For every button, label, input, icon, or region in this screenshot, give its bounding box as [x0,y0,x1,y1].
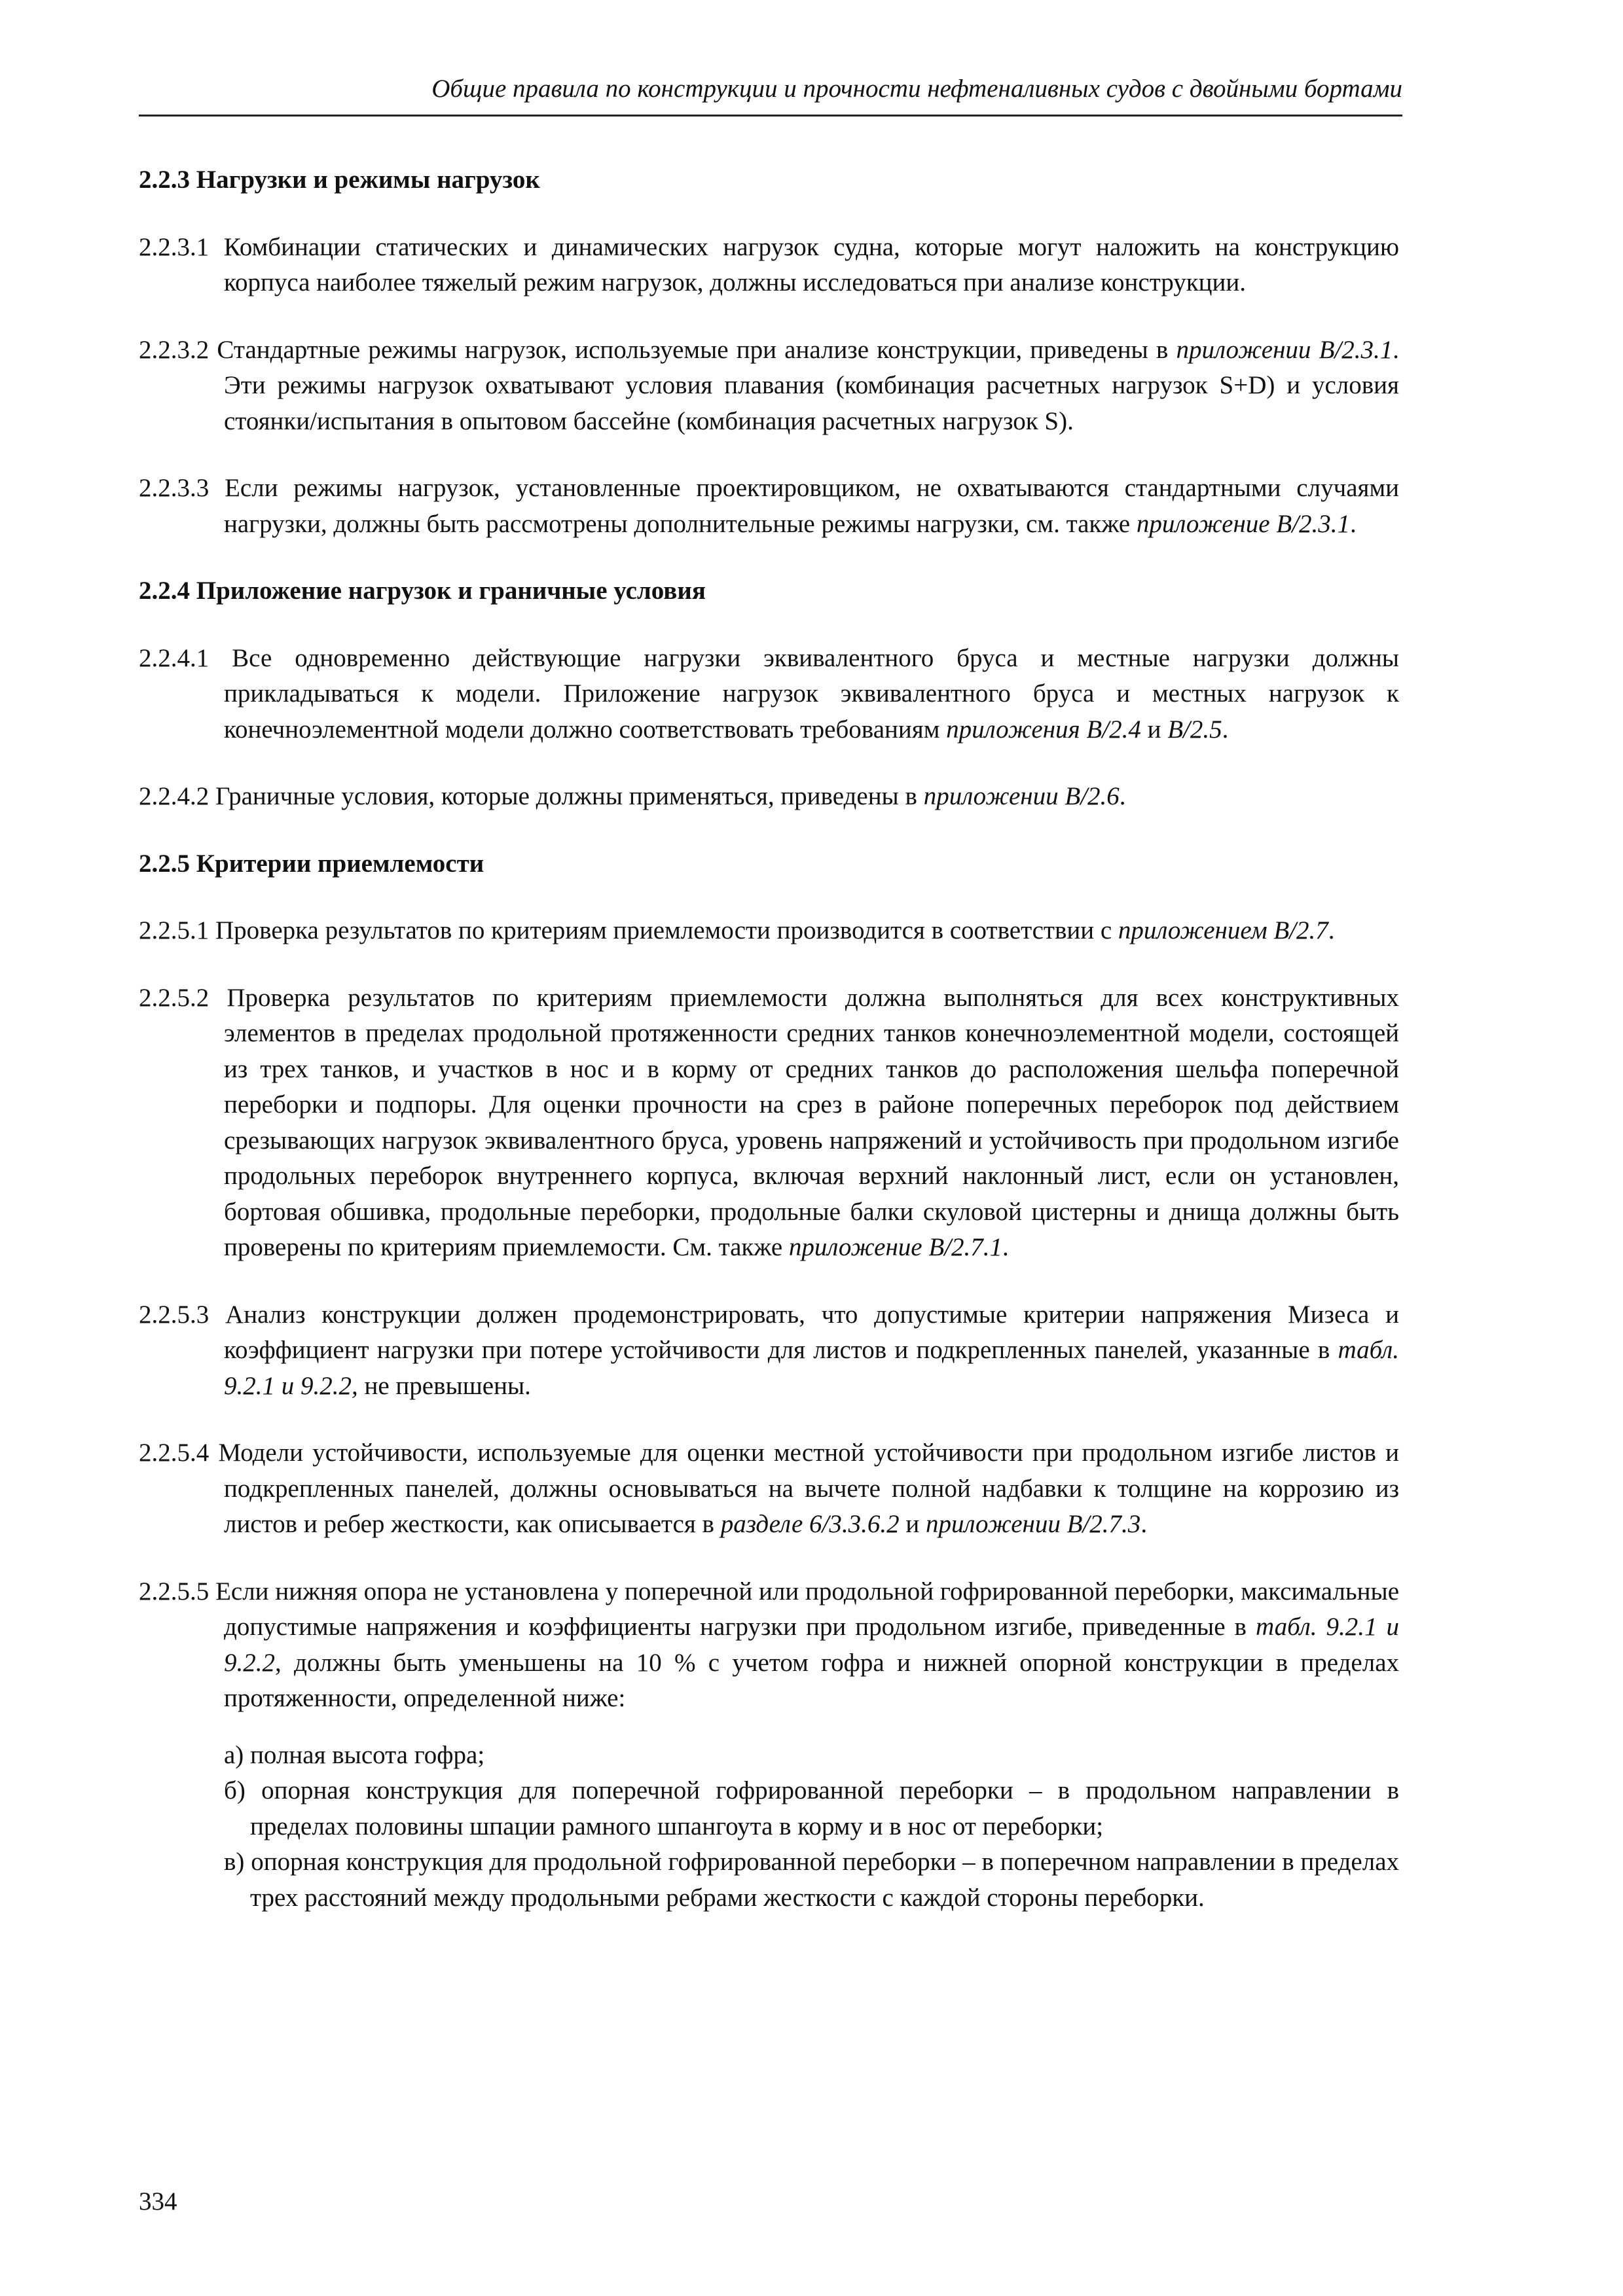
list-item [224,1773,1399,1844]
paragraph-text: Анализ конструкции должен продемонстрировать, что допустимые критерии напряжения Мизеса и коэффициент нагрузки при потере устойчивости для листов и подкрепленных панелей, указанные в [224,1300,1399,1364]
paragraph-text: Комбинации статических и динамических нагрузок судна, которые могут наложить на конструкцию корпуса наиболее тяжелый режим нагрузок, должны исследоваться при анализе конструкции. [223,232,1400,296]
paragraph-number: 2.2.3.1 [139,232,210,261]
section-heading-2-2-5: 2.2.5 Критерии приемлемости [139,849,484,878]
list-marker: б) [224,1776,246,1804]
paragraph-2-2-4-2 [139,779,1399,815]
cross-reference: табл. 9.2.1 и 9.2.2 [224,1613,1399,1677]
paragraph-2-2-5-1 [139,913,1399,949]
paragraph-text: Модели устойчивости, используемые для оценки местной устойчивости при продольном изгибе листов и подкрепленных панелей, должны основываться на вычете полной надбавки к толщине на коррозию из листов и ребер жесткости, как описывается в [218,1439,1400,1538]
paragraph-text: . [1222,715,1229,744]
paragraph-2-2-3-2 [139,332,1399,440]
paragraph-text: . [1328,916,1335,944]
list-item-text: полная высота гофра; [250,1740,485,1769]
paragraph-number: 2.2.4.2 [139,782,210,810]
cross-reference: приложении B/2.3.1 [1176,335,1393,364]
cross-reference: разделе 6/3.3.6.2 [720,1510,900,1538]
paragraph-number: 2.2.3.3 [139,474,210,502]
header-rule [139,115,1402,117]
list-item [224,1738,1399,1774]
paragraph-text: , должны быть уменьшены на 10 % с учетом гофра и нижней опорной конструкции в пределах протяженности, определенной ниже: [224,1648,1399,1712]
list-item [224,1844,1399,1916]
paragraph-number: 2.2.5.1 [139,916,210,944]
paragraph-text: Проверка результатов по критериям приемлемости должна выполняться для всех конструктивных элементов в пределах продольной протяженности средних танков конечноэлементной модели, состоящей из трех танков, и участков в нос и в корму от средних танков до расположения шельфа поперечной переборки и подпоры. Для оценки прочности на срез в районе поперечных переборок под действием срезывающих нагрузок эквивалентного бруса, уровень напряжений и устойчивость при продольном изгибе продольных переборок внутреннего корпуса, включая верхний наклонный лист, если он установлен, бортовая обшивка, продольные переборки, продольные балки скуловой цистерны и днища должны быть проверены по критериям приемлемости. См. также [224,983,1399,1261]
cross-reference: приложением B/2.7 [1118,916,1328,944]
cross-reference: B/2.5 [1167,715,1222,744]
paragraph-number: 2.2.5.3 [139,1300,210,1329]
paragraph-text: и [1140,715,1168,744]
paragraph-number: 2.2.3.2 [139,335,210,364]
paragraph-2-2-3-3 [139,471,1399,542]
paragraph-2-2-4-1 [139,641,1399,748]
paragraph-2-2-5-4 [139,1435,1399,1543]
paragraph-text: Если режимы нагрузок, установленные проектировщиком, не охватываются стандартными случаями нагрузки, должны быть рассмотрены дополнительные режимы нагрузки, см. также [224,474,1399,538]
document-body [139,162,1399,1916]
paragraph-text: . [1002,1233,1009,1261]
cross-reference: приложения B/2.4 [946,715,1141,744]
list-item-text: опорная конструкция для продольной гофрированной переборки – в поперечном направлении в пределах трех расстояний между продольными ребрами жесткости с каждой стороны переборки. [250,1848,1400,1912]
paragraph-2-2-5-3 [139,1297,1399,1405]
paragraph-text: Стандартные режимы нагрузок, используемые при анализе конструкции, приведены в [217,335,1176,364]
enumerated-list [224,1738,1399,1916]
paragraph-text: не превышены. [357,1371,531,1400]
paragraph-number: 2.2.5.5 [139,1577,210,1605]
paragraph-number: 2.2.5.2 [139,983,210,1012]
cross-reference: приложение B/2.7.1 [788,1233,1003,1261]
paragraph-text: Проверка результатов по критериям приемлемости производится в соответствии с [215,916,1118,944]
list-marker: а) [224,1740,244,1769]
running-header: Общие правила по конструкции и прочности нефтеналивных судов с двойными бортами [431,75,1402,103]
cross-reference: приложении B/2.6 [923,782,1120,810]
paragraph-2-2-5-5 [139,1574,1399,1717]
paragraph-text: . [1119,782,1126,810]
cross-reference: приложении B/2.7.3 [925,1510,1141,1538]
paragraph-text: Все одновременно действующие нагрузки эквивалентного бруса и местные нагрузки должны прикладываться к модели. Приложение нагрузок эквивалентного бруса и местных нагрузок к конечноэлементной модели должно соответствовать требованиям [224,643,1400,744]
list-item-text: опорная конструкция для поперечной гофрированной переборки – в продольном направлении в пределах половины шпации рамного шпангоута в корму и в нос от переборки; [250,1776,1399,1840]
paragraph-number: 2.2.4.1 [139,643,210,672]
paragraph-text: . [1140,1510,1148,1538]
section-heading-2-2-4: 2.2.4 Приложение нагрузок и граничные условия [139,577,706,605]
paragraph-text: Граничные условия, которые должны применяться, приведены в [215,782,924,810]
section-heading-2-2-3: 2.2.3 Нагрузки и режимы нагрузок [139,166,540,194]
list-marker: в) [224,1848,245,1876]
paragraph-2-2-5-2 [139,980,1399,1266]
paragraph-text: . Эти режимы нагрузок охватывают условия плавания (комбинация расчетных нагрузок S+D) и условия стоянки/испытания в опытовом бассейне (комбинация расчетных нагрузок S). [224,335,1399,435]
paragraph-number: 2.2.5.4 [139,1439,210,1467]
paragraph-2-2-3-1 [139,230,1399,301]
paragraph-text: и [899,1510,926,1538]
page-number: 334 [139,2187,177,2215]
cross-reference: приложение B/2.3.1 [1136,509,1351,538]
cross-reference: табл. 9.2.1 и 9.2.2, [224,1336,1399,1400]
paragraph-text: . [1350,509,1357,538]
paragraph-text: Если нижняя опора не установлена у поперечной или продольной гофрированной переборки, максимальные допустимые напряжения и коэффициенты нагрузки при продольном изгибе, приведенные в [215,1577,1400,1641]
